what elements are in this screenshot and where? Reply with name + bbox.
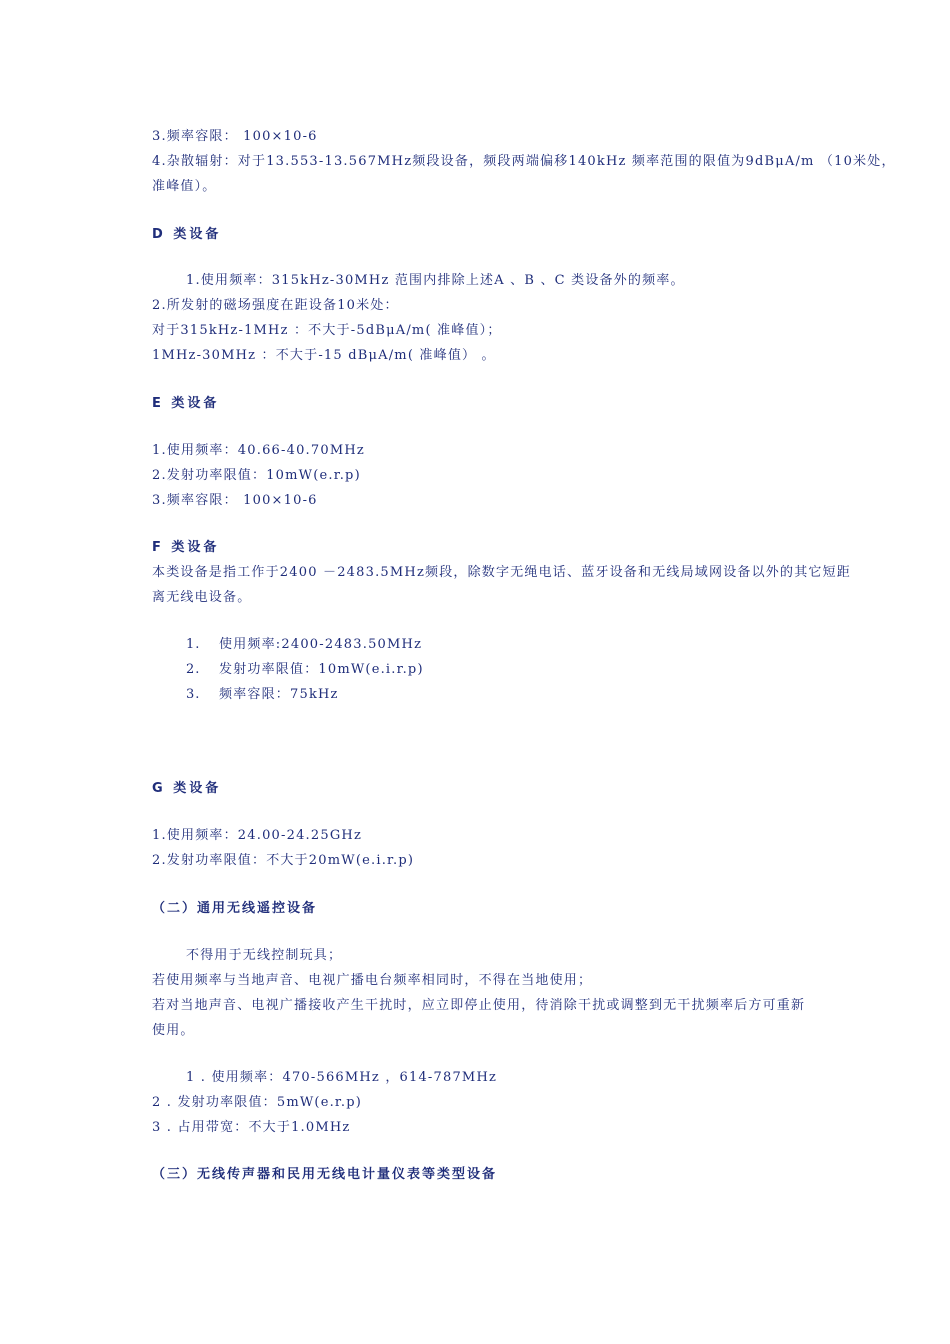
heading-section-3: （三）无线传声器和民用无线电计量仪表等类型设备 [152, 1167, 498, 1182]
s2-rule-interference-cont: 使用。 [152, 1023, 195, 1038]
g-frequency: 1.使用频率：24.00-24.25GHz [152, 828, 362, 843]
f-description-cont: 离无线电设备。 [152, 590, 252, 605]
f-item-number: 1. [186, 637, 201, 652]
f-item-number: 2. [186, 662, 201, 677]
d-field-strength-low: 对于315kHz-1MHz ：不大于-5dBμA/m( 准峰值）； [152, 323, 502, 338]
s2-frequency: 1 . 使用频率：470-566MHz ，614-787MHz [186, 1070, 498, 1085]
f-power-limit: 发射功率限值：10mW(e.i.r.p) [219, 662, 424, 677]
d-field-strength-high: 1MHz-30MHz ：不大于-15 dBμA/m( 准峰值） 。 [152, 348, 496, 363]
c-spurious-emission: 4.杂散辐射：对于13.553-13.567MHz频段设备，频段两端偏移140kHz 频率范围的限值为9dBμA/m （10米处， [152, 154, 896, 169]
e-frequency-tolerance: 3.频率容限： 100×10-6 [152, 493, 318, 508]
f-frequency: 使用频率:2400-2483.50MHz [219, 637, 423, 652]
f-item-number: 3. [186, 687, 201, 702]
heading-class-d: D 类设备 [152, 227, 222, 242]
d-field-strength: 2.所发射的磁场强度在距设备10米处： [152, 298, 399, 313]
c-spurious-emission-cont: 准峰值）。 [152, 179, 217, 194]
s2-power-limit: 2 . 发射功率限值：5mW(e.r.p) [152, 1095, 363, 1110]
c-frequency-tolerance: 3.频率容限： 100×10-6 [152, 129, 318, 144]
s2-bandwidth: 3 . 占用带宽：不大于1.0MHz [152, 1120, 351, 1135]
d-frequency: 1.使用频率：315kHz-30MHz 范围内排除上述A 、B 、C 类设备外的频率。 [186, 273, 685, 288]
heading-class-g: G 类设备 [152, 781, 222, 796]
heading-class-e: E 类设备 [152, 396, 220, 411]
e-frequency: 1.使用频率：40.66-40.70MHz [152, 443, 365, 458]
f-frequency-tolerance: 频率容限：75kHz [219, 687, 339, 702]
s2-rule-toys: 不得用于无线控制玩具； [186, 948, 343, 963]
s2-rule-same-frequency: 若使用频率与当地声音、电视广播电台频率相同时，不得在当地使用； [152, 973, 593, 988]
heading-section-2: （二）通用无线遥控设备 [152, 901, 318, 916]
e-power-limit: 2.发射功率限值：10mW(e.r.p) [152, 468, 361, 483]
g-power-limit: 2.发射功率限值：不大于20mW(e.i.r.p) [152, 853, 415, 868]
s2-rule-interference: 若对当地声音、电视广播接收产生干扰时，应立即停止使用，待消除干扰或调整到无干扰频率后方可重新 [152, 998, 806, 1013]
f-description: 本类设备是指工作于2400 －2483.5MHz频段，除数字无绳电话、蓝牙设备和无线局域网设备以外的其它短距 [152, 565, 852, 580]
heading-class-f: F 类设备 [152, 540, 220, 555]
